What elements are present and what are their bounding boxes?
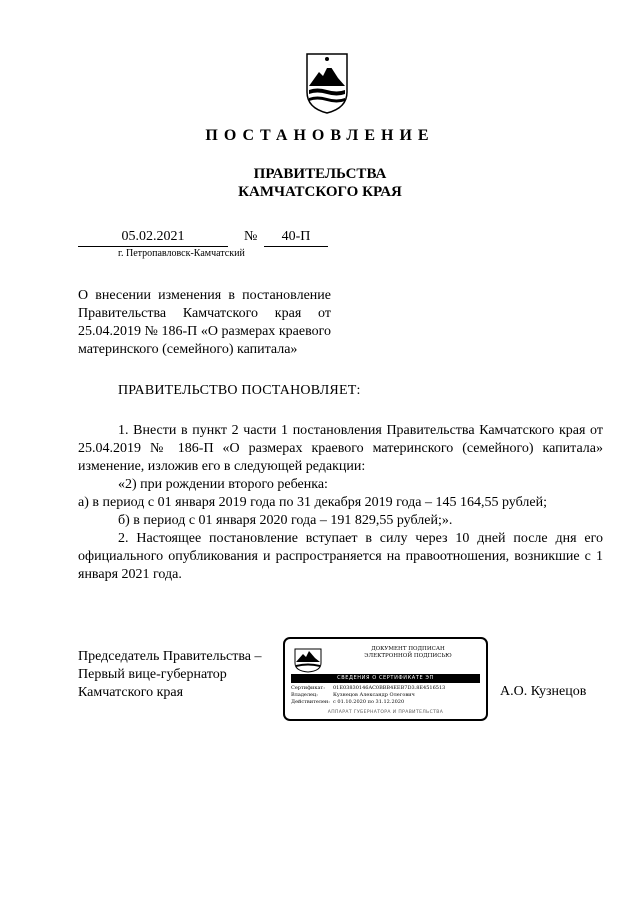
stamp-row-key: Владелец: bbox=[291, 692, 318, 698]
paragraph: «2) при рождении второго ребенка: bbox=[118, 477, 328, 492]
paragraph: б) в период с 01 января 2020 года – 191 829,55 рублей;». bbox=[118, 513, 453, 528]
signatory-line: Председатель Правительства – bbox=[78, 649, 262, 664]
signatory-line: Камчатского края bbox=[78, 685, 184, 700]
stamp-certificate-bar: СВЕДЕНИЯ О СЕРТИФИКАТЕ ЭП bbox=[291, 674, 480, 683]
document-title: ПОСТАНОВЛЕНИЕ bbox=[205, 127, 435, 144]
stamp-row-key: Сертификат: bbox=[291, 685, 325, 691]
date-number-line bbox=[78, 229, 328, 247]
signatory-name: А.О. Кузнецов bbox=[500, 684, 587, 699]
org-line-1: ПРАВИТЕЛЬСТВА bbox=[253, 166, 387, 182]
paragraph: 1. Внести в пункт 2 части 1 постановления Правительства Камчатского края от 25.04.2019 № 186-П «О размерах краевого материнского (семейного) капитала» изменение, изложив его в следующей редакции: bbox=[78, 423, 603, 474]
stamp-row-key: Действителен: bbox=[291, 699, 330, 705]
paragraph: а) в период с 01 января 2019 года по 31 декабря 2019 года – 145 164,55 рублей; bbox=[78, 495, 547, 510]
document-subject: О внесении изменения в постановление Правительства Камчатского края от 25.04.2019 № 186-П «О размерах краевого материнского (семейного) капитала» bbox=[78, 288, 331, 357]
document-body bbox=[78, 422, 603, 584]
city: г. Петропавловск-Камчатский bbox=[118, 248, 245, 259]
stamp-details bbox=[291, 685, 445, 706]
decree-heading: ПРАВИТЕЛЬСТВО ПОСТАНОВЛЯЕТ: bbox=[118, 383, 361, 398]
stamp-row-value: с 01.10.2020 по 31.12.2020 bbox=[333, 699, 405, 705]
signatory-line: Первый вице-губернатор bbox=[78, 667, 227, 682]
electronic-signature-stamp bbox=[283, 637, 488, 721]
document-date: 05.02.2021 bbox=[78, 229, 228, 247]
kamchatka-coat-of-arms-icon bbox=[293, 647, 323, 673]
paragraph: 2. Настоящее постановление вступает в силу через 10 дней после дня его официального опубликования и распространяется на правоотношения, возникшие с 1 января 2021 года. bbox=[78, 531, 603, 582]
stamp-row bbox=[291, 692, 445, 699]
stamp-row bbox=[291, 699, 445, 706]
signatory-position bbox=[78, 648, 261, 702]
number-sign: № bbox=[244, 229, 258, 244]
stamp-row-value: Кузнецов Александр Олегович bbox=[333, 692, 415, 698]
stamp-heading bbox=[333, 646, 483, 660]
stamp-row bbox=[291, 685, 445, 692]
org-line-2: КАМЧАТСКОГО КРАЯ bbox=[238, 184, 402, 200]
stamp-heading-line: ДОКУМЕНТ ПОДПИСАН bbox=[371, 646, 445, 652]
stamp-footer: АППАРАТ ГУБЕРНАТОРА И ПРАВИТЕЛЬСТВА bbox=[327, 710, 444, 715]
kamchatka-coat-of-arms-icon bbox=[305, 52, 349, 114]
stamp-row-value: 01E03830146AC0BBB4EEB7D3.8E4516513 bbox=[333, 685, 446, 691]
stamp-heading-line: ЭЛЕКТРОННОЙ ПОДПИСЬЮ bbox=[364, 653, 452, 659]
document-number: 40-П bbox=[264, 229, 328, 247]
